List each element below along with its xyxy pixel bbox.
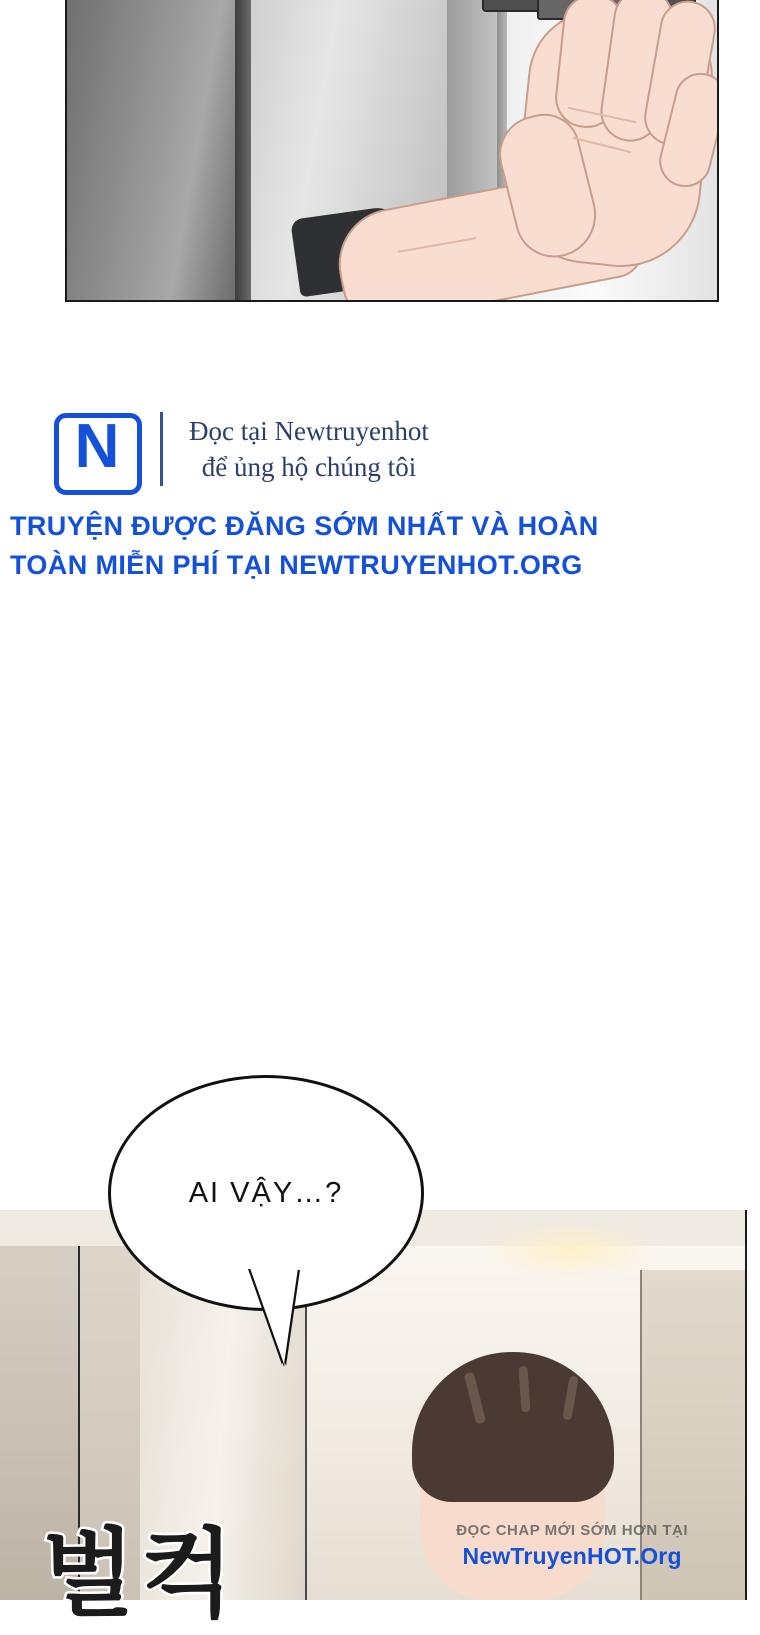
- logo-letter: N: [74, 412, 118, 481]
- promo-banner: [0, 507, 760, 585]
- promo-banner-line-1: TRUYỆN ĐƯỢC ĐĂNG SỚM NHẤT VÀ HOÀN: [10, 511, 599, 541]
- promo-banner-line-2: TOÀN MIỄN PHÍ TẠI NEWTRUYENHOT.ORG: [10, 550, 583, 581]
- speech-bubble-text: AI VẬY…?: [188, 1176, 344, 1209]
- promo-line-1: Đọc tại Newtruyenhot: [189, 415, 429, 446]
- promo-line-2: để ủng hộ chúng tôi: [201, 452, 417, 482]
- watermark-caption: ĐỌC CHAP MỚI SỚM HƠN TẠI: [456, 1522, 688, 1539]
- left-wall: [67, 0, 237, 300]
- promo-text: [189, 413, 429, 486]
- speech-bubble-tail: [250, 1268, 298, 1364]
- logo-divider: [160, 412, 163, 486]
- wall-edge: [235, 0, 251, 300]
- bottom-watermark: [456, 1522, 688, 1570]
- top-comic-panel: [65, 0, 719, 302]
- promo-row: [0, 405, 760, 493]
- newtruyenhot-logo-icon: [48, 405, 144, 493]
- ceiling-light-glow: [480, 1220, 660, 1280]
- promo-block: [0, 405, 760, 585]
- watermark-site-name: NewTruyenHOT.Org: [462, 1543, 682, 1569]
- sound-effect-text: 벌컥: [42, 1521, 240, 1628]
